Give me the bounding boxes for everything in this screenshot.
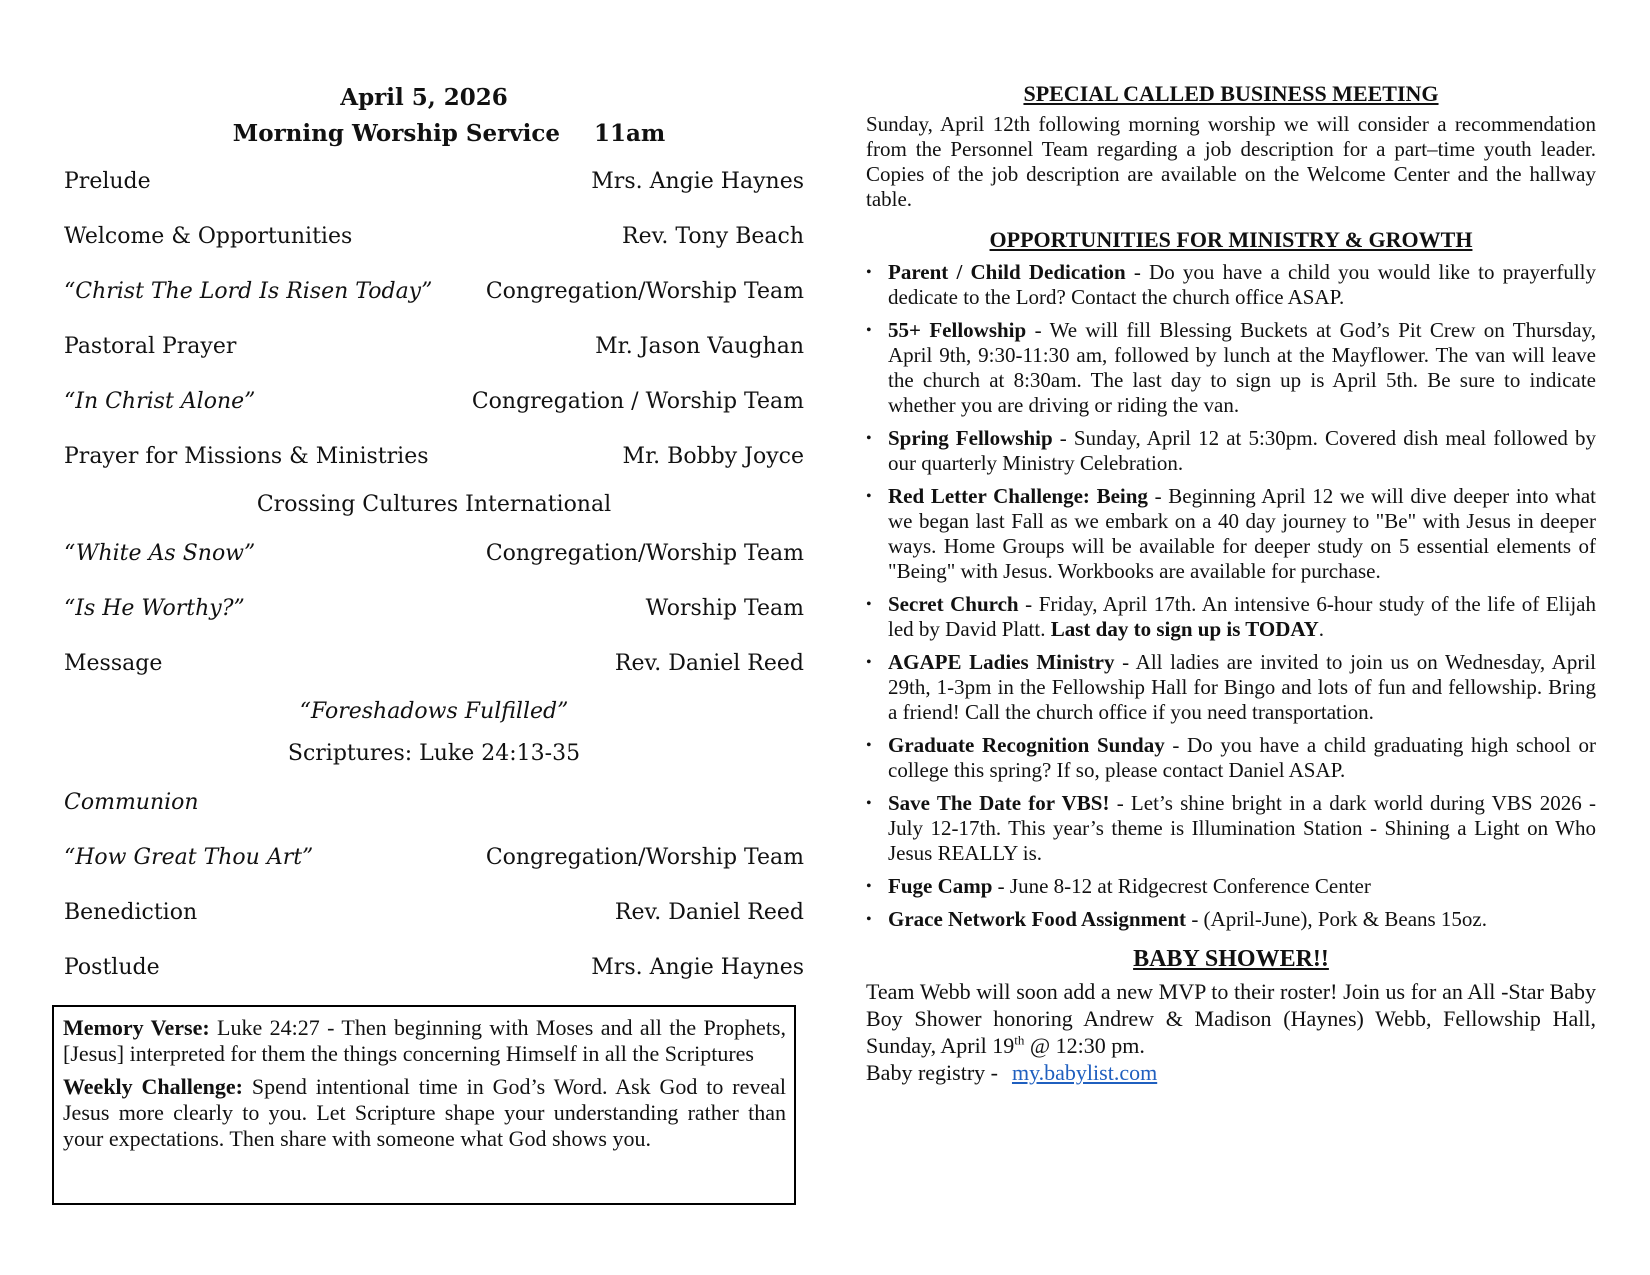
weekly-challenge-label: Weekly Challenge: bbox=[63, 1074, 243, 1099]
order-row bbox=[64, 526, 804, 581]
baby-shower-text-b: @ 12:30 pm. bbox=[1024, 1033, 1145, 1058]
memory-verse-text: Luke 24:27 - Then beginning with Moses and all the Prophets, [Jesus] interpreted for them the things concerning Himself in all the Scriptures bbox=[63, 1015, 786, 1066]
bullet-icon: • bbox=[866, 737, 872, 754]
order-leader: Congregation / Worship Team bbox=[471, 389, 804, 414]
weekly-challenge bbox=[63, 1074, 786, 1152]
item-text: - Friday, April 17th. An intensive 6-hour study of the life of Elijah led by David Platt. bbox=[888, 592, 1596, 641]
order-row bbox=[64, 581, 804, 636]
order-row bbox=[64, 209, 804, 264]
item-name: Red Letter Challenge: Being bbox=[888, 484, 1148, 508]
order-leader: Rev. Tony Beach bbox=[622, 224, 804, 249]
order-leader: Mrs. Angie Haynes bbox=[591, 169, 804, 194]
item-emphasis: Last day to sign up is TODAY bbox=[1050, 617, 1319, 641]
weekly-challenge-text: Spend intentional time in God’s Word. Ask God to reveal Jesus more clearly to you. Let Scripture shape your understanding rather than your expectations. Then share with someone what God shows you. bbox=[63, 1074, 786, 1151]
order-item: “In Christ Alone” bbox=[64, 389, 256, 414]
order-item: “Is He Worthy?” bbox=[64, 596, 245, 621]
order-item: Prayer for Missions & Ministries bbox=[64, 444, 429, 469]
bullet-icon: • bbox=[866, 654, 872, 671]
service-time: 11am bbox=[593, 120, 666, 147]
list-item bbox=[866, 791, 1596, 866]
order-row bbox=[64, 636, 804, 691]
order-item: Message bbox=[64, 651, 163, 676]
bullet-icon: • bbox=[866, 596, 872, 613]
order-leader: Mr. Jason Vaughan bbox=[595, 334, 804, 359]
bullet-icon: • bbox=[866, 878, 872, 895]
list-item bbox=[866, 318, 1596, 418]
item-text: - We will fill Blessing Buckets at God’s Pit Crew on Thursday, April 9th, 9:30-11:30 am, followed by lunch at the Mayflower. The van will leave the church at 8:30am. The last day to sign up is April 5th. Be sure to indicate whether you are driving or riding the van. bbox=[888, 318, 1596, 417]
item-text: - (April-June), Pork & Beans 15oz. bbox=[1186, 907, 1488, 931]
list-item bbox=[866, 874, 1596, 899]
order-leader: Rev. Daniel Reed bbox=[614, 900, 804, 925]
order-item: “Christ The Lord Is Risen Today” bbox=[64, 279, 433, 304]
service-title-line bbox=[94, 116, 804, 152]
item-name: Secret Church bbox=[888, 592, 1019, 616]
baby-shower-title: BABY SHOWER!! bbox=[1133, 946, 1329, 972]
order-subline: Crossing Cultures International bbox=[256, 492, 612, 517]
opportunities-list bbox=[866, 260, 1596, 932]
order-row bbox=[64, 830, 804, 885]
order-item: “How Great Thou Art” bbox=[64, 845, 314, 870]
order-leader: Congregation/Worship Team bbox=[485, 279, 804, 304]
order-of-worship bbox=[64, 80, 804, 995]
announcements bbox=[866, 80, 1596, 1086]
list-item bbox=[866, 907, 1596, 932]
business-meeting-text: Sunday, April 12th following morning worship we will consider a recommendation from the Personnel Team regarding a job description for a part–time youth leader. Copies of the job description are available on the Welcome Center and the hallway table. bbox=[866, 112, 1596, 211]
baby-shower-text bbox=[866, 978, 1596, 1059]
order-row bbox=[64, 374, 804, 429]
order-leader: Congregation/Worship Team bbox=[485, 845, 804, 870]
order-row bbox=[64, 940, 804, 995]
order-item: “White As Snow” bbox=[64, 541, 256, 566]
item-text: - June 8-12 at Ridgecrest Conference Center bbox=[992, 874, 1371, 898]
order-row bbox=[64, 885, 804, 940]
list-item bbox=[866, 260, 1596, 310]
bullet-icon: • bbox=[866, 488, 872, 505]
order-leader: Mrs. Angie Haynes bbox=[591, 955, 804, 980]
sermon-title: “Foreshadows Fulfilled” bbox=[299, 699, 569, 724]
item-name: AGAPE Ladies Ministry bbox=[888, 650, 1115, 674]
business-meeting-title: SPECIAL CALLED BUSINESS MEETING bbox=[1023, 81, 1439, 106]
order-item: Postlude bbox=[64, 955, 160, 980]
list-item bbox=[866, 484, 1596, 584]
order-row bbox=[64, 319, 804, 374]
order-leader: Congregation/Worship Team bbox=[485, 541, 804, 566]
ordinal-suffix: th bbox=[1014, 1032, 1025, 1048]
order-row bbox=[64, 154, 804, 209]
item-text: - Do you have a child you would like to prayerfully dedicate to the Lord? Contact the church office ASAP. bbox=[888, 260, 1596, 309]
order-item: Benediction bbox=[64, 900, 198, 925]
bullet-icon: • bbox=[866, 322, 872, 339]
memory-verse-box bbox=[52, 1005, 796, 1205]
bullet-icon: • bbox=[866, 911, 872, 928]
item-text: - Sunday, April 12 at 5:30pm. Covered dish meal followed by our quarterly Ministry Celebration. bbox=[888, 426, 1597, 475]
memory-verse-label: Memory Verse: bbox=[63, 1015, 210, 1040]
item-name: Spring Fellowship bbox=[888, 426, 1053, 450]
bullet-icon: • bbox=[866, 264, 872, 281]
order-leader: Rev. Daniel Reed bbox=[614, 651, 804, 676]
order-item: Communion bbox=[64, 790, 199, 815]
item-name: Fuge Camp bbox=[888, 874, 993, 898]
baby-registry-label: Baby registry - bbox=[866, 1060, 998, 1085]
baby-registry-link[interactable]: my.babylist.com bbox=[1011, 1060, 1158, 1085]
order-item: Welcome & Opportunities bbox=[64, 224, 353, 249]
item-text: - Beginning April 12 we will dive deeper into what we began last Fall as we embark on a 40 day journey to "Be" with Jesus in deeper ways. Home Groups will be available for deeper study on 5 essential elements of "Being" with Jesus. Workbooks are available for purchase. bbox=[888, 484, 1596, 583]
opportunities-title: OPPORTUNITIES FOR MINISTRY & GROWTH bbox=[989, 227, 1473, 252]
sermon-scripture: Scriptures: Luke 24:13-35 bbox=[287, 741, 581, 766]
list-item bbox=[866, 650, 1596, 725]
item-text: - Do you have a child graduating high school or college this spring? If so, please contact Daniel ASAP. bbox=[888, 733, 1596, 782]
list-item bbox=[866, 426, 1596, 476]
order-leader: Worship Team bbox=[645, 596, 804, 621]
item-name: Graduate Recognition Sunday bbox=[888, 733, 1165, 757]
item-name: Grace Network Food Assignment bbox=[888, 907, 1187, 931]
list-item bbox=[866, 592, 1596, 642]
order-row bbox=[64, 264, 804, 319]
baby-shower-text-a: Team Webb will soon add a new MVP to their roster! Join us for an All -Star Baby Boy Shower honoring Andrew & Madison (Haynes) Webb, Fellowship Hall, Sunday, April 19 bbox=[866, 979, 1596, 1058]
item-name: Parent / Child Dedication bbox=[888, 260, 1126, 284]
bullet-icon: • bbox=[866, 795, 872, 812]
order-row bbox=[64, 429, 804, 484]
order-leader: Mr. Bobby Joyce bbox=[622, 444, 804, 469]
item-name: 55+ Fellowship bbox=[888, 318, 1027, 342]
item-name: Save The Date for VBS! bbox=[888, 791, 1110, 815]
order-row bbox=[64, 775, 804, 830]
list-item bbox=[866, 733, 1596, 783]
bullet-icon: • bbox=[866, 430, 872, 447]
item-text: - All ladies are invited to join us on Wednesday, April 29th, 1-3pm in the Fellowship Hall for Bingo and lots of fun and fellowship. Bring a friend! Call the church office if you need transportation. bbox=[888, 650, 1596, 724]
order-item: Pastoral Prayer bbox=[64, 334, 237, 359]
item-text: - Let’s shine bright in a dark world during VBS 2026 - July 12-17th. This year’s theme is Illumination Station - Shining a Light on Who Jesus REALLY is. bbox=[888, 791, 1596, 865]
service-date: April 5, 2026 bbox=[340, 84, 508, 111]
order-item: Prelude bbox=[64, 169, 151, 194]
service-title: Morning Worship Service bbox=[232, 120, 560, 147]
baby-registry bbox=[866, 1059, 1596, 1086]
memory-verse bbox=[63, 1015, 786, 1067]
item-text-end: . bbox=[1318, 617, 1325, 641]
